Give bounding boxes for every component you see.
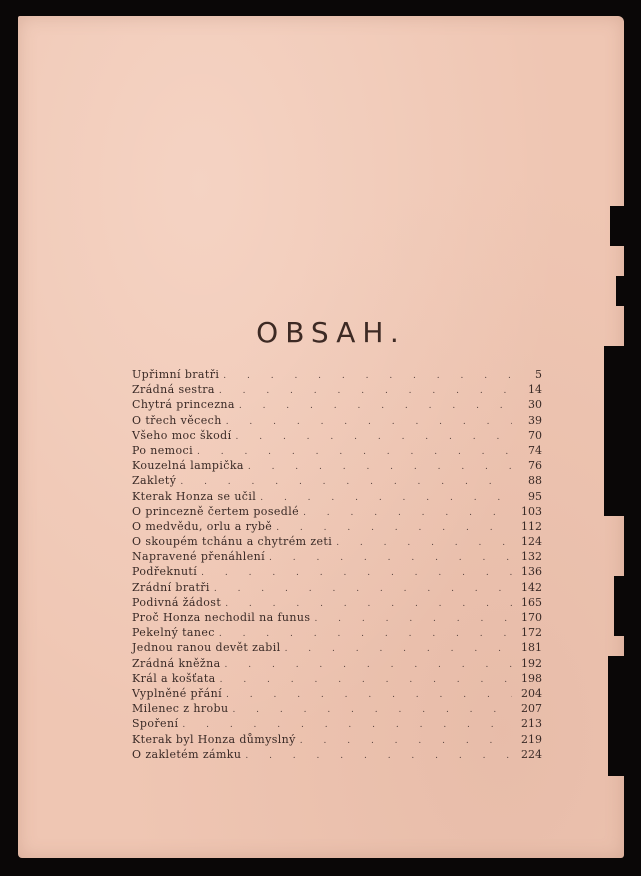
toc-entry-title: Král a košťata <box>132 671 216 685</box>
toc-entry <box>132 474 542 489</box>
toc-page-number: 181 <box>521 641 542 655</box>
dot-leader <box>269 553 512 563</box>
toc-entry <box>132 596 542 611</box>
toc-page-number: 142 <box>521 580 542 594</box>
dot-leader <box>245 751 512 761</box>
toc-entry <box>132 550 542 565</box>
toc-page-number: 132 <box>521 550 542 564</box>
toc-entry-title: Podivná žádost <box>132 595 222 609</box>
toc-entry-title: Upřimní bratři <box>132 368 220 381</box>
toc-page-number: 213 <box>521 717 542 731</box>
toc-entry-title: O princezně čertem posedlé <box>132 504 300 518</box>
toc-page-number: 219 <box>521 732 542 746</box>
toc-page-number: 192 <box>521 656 542 670</box>
toc-entry-title: Podřeknutí <box>132 565 198 579</box>
dot-leader <box>226 690 512 700</box>
toc-page-number: 5 <box>535 368 542 381</box>
toc-entry <box>132 490 542 505</box>
dot-leader <box>219 629 512 639</box>
toc-page-number: 95 <box>528 489 542 503</box>
toc-entry-title: O třech věcech <box>132 413 222 427</box>
toc-page-number: 103 <box>521 504 542 518</box>
toc-entry <box>132 368 542 383</box>
dot-leader <box>225 660 512 670</box>
dot-leader <box>276 523 512 533</box>
dot-leader <box>201 568 512 578</box>
toc-entry <box>132 641 542 656</box>
toc-entry-title: Chytrá princezna <box>132 398 235 412</box>
dot-leader <box>223 371 512 381</box>
torn-edge <box>616 276 624 306</box>
toc-entry-title: Kterak Honza se učil <box>132 489 257 503</box>
dot-leader <box>182 720 512 730</box>
toc-page-number: 70 <box>528 428 542 442</box>
toc-entry-title: Napravené přenáhlení <box>132 550 266 564</box>
dot-leader <box>285 644 512 654</box>
dot-leader <box>300 736 512 746</box>
toc-entry <box>132 672 542 687</box>
toc-page-number: 76 <box>528 459 542 473</box>
toc-entry <box>132 459 542 474</box>
toc-entry <box>132 733 542 748</box>
toc-entry-title: O skoupém tchánu a chytrém zeti <box>132 535 333 549</box>
toc-page-number: 39 <box>528 413 542 427</box>
dot-leader <box>226 417 512 427</box>
toc-entry-title: Zrádní bratři <box>132 580 210 594</box>
toc-entry <box>132 717 542 732</box>
toc-entry-title: Po nemoci <box>132 443 194 457</box>
toc-entry-title: Kterak byl Honza důmyslný <box>132 732 296 746</box>
toc-page-number: 124 <box>521 535 542 549</box>
toc-page-number: 198 <box>521 671 542 685</box>
dot-leader <box>225 599 512 609</box>
table-of-contents <box>132 368 542 763</box>
toc-entry <box>132 520 542 535</box>
toc-page-number: 112 <box>521 519 542 533</box>
toc-entry-title: Zakletý <box>132 474 177 488</box>
toc-entry <box>132 565 542 580</box>
dot-leader <box>336 538 512 548</box>
toc-entry-title: Proč Honza nechodil na funus <box>132 611 311 624</box>
toc-entry <box>132 414 542 429</box>
toc-entry <box>132 581 542 596</box>
dot-leader <box>232 705 512 715</box>
toc-entry <box>132 687 542 702</box>
toc-page-number: 14 <box>528 383 542 397</box>
toc-entry <box>132 444 542 459</box>
toc-entry-title: Zrádná kněžna <box>132 656 221 670</box>
toc-entry <box>132 748 542 763</box>
toc-entry-title: Všeho moc škodí <box>132 428 232 442</box>
toc-entry <box>132 505 542 520</box>
toc-entry <box>132 611 542 626</box>
toc-entry-title: Spoření <box>132 717 179 731</box>
toc-entry-title: Milenec z hrobu <box>132 702 229 716</box>
toc-page-number: 74 <box>528 443 542 457</box>
torn-edge <box>608 656 624 776</box>
toc-entry <box>132 626 542 641</box>
toc-entry-title: O zakletém zámku <box>132 747 242 761</box>
toc-entry-title: Kouzelná lampička <box>132 459 244 473</box>
toc-entry <box>132 535 542 550</box>
scanned-page <box>18 16 624 858</box>
toc-entry-title: Jednou ranou devět zabil <box>132 641 281 655</box>
toc-entry <box>132 657 542 672</box>
toc-page-number: 88 <box>528 474 542 488</box>
dot-leader <box>214 584 512 594</box>
toc-entry <box>132 398 542 413</box>
toc-page-number: 170 <box>521 611 542 624</box>
toc-entry <box>132 702 542 717</box>
toc-page-number: 172 <box>521 626 542 640</box>
torn-edge <box>604 346 624 516</box>
dot-leader <box>197 447 512 457</box>
toc-entry <box>132 429 542 444</box>
torn-edge <box>614 576 624 636</box>
toc-page-number: 207 <box>521 702 542 716</box>
dot-leader <box>303 508 512 518</box>
dot-leader <box>314 614 512 624</box>
toc-entry-title: Zrádná sestra <box>132 383 215 397</box>
toc-entry-title: Vyplněné přání <box>132 686 223 700</box>
dot-leader <box>260 493 512 503</box>
toc-page-number: 165 <box>521 595 542 609</box>
toc-entry-title: O medvědu, orlu a rybě <box>132 519 273 533</box>
toc-entry <box>132 383 542 398</box>
toc-page-number: 204 <box>521 686 542 700</box>
toc-page-number: 224 <box>521 747 542 761</box>
dot-leader <box>220 675 512 685</box>
dot-leader <box>239 401 512 411</box>
dot-leader <box>219 386 512 396</box>
dot-leader <box>236 432 512 442</box>
toc-page-number: 136 <box>521 565 542 579</box>
dot-leader <box>248 462 512 472</box>
toc-page-number: 30 <box>528 398 542 412</box>
torn-edge <box>610 206 624 246</box>
toc-entry-title: Pekelný tanec <box>132 626 215 640</box>
page-title: OBSAH. <box>256 316 406 349</box>
dot-leader <box>180 477 512 487</box>
